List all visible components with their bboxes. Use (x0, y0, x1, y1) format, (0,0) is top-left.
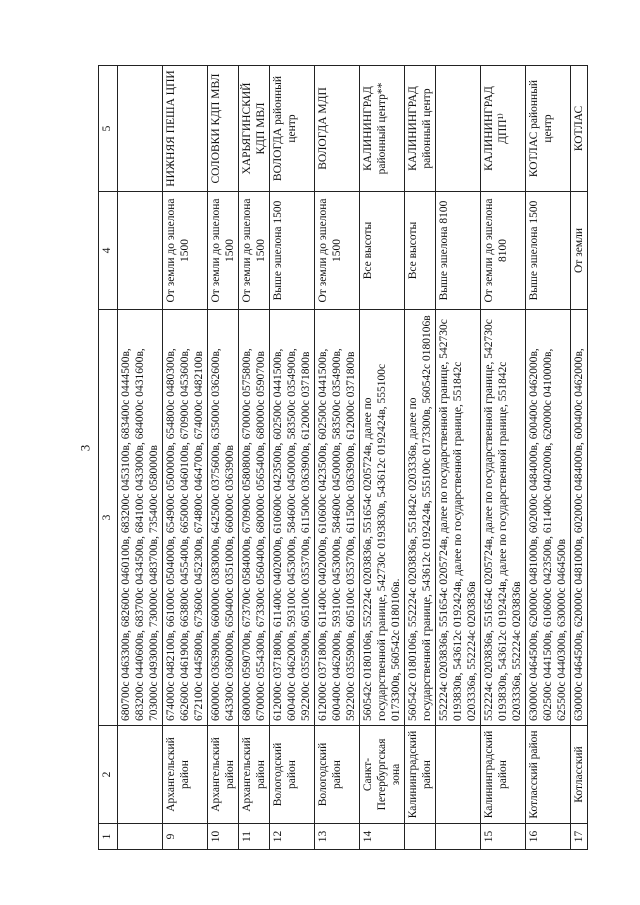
row-number: 11 (239, 824, 270, 850)
table-row (315, 66, 360, 850)
atc-unit: НИЖНЯЯ ПЕША ЦПИ (163, 66, 208, 192)
altitude-limits: От земли до эшелона 1500 (163, 192, 208, 310)
col-header-1: 1 (99, 824, 118, 850)
atc-unit: КОТЛАС (571, 66, 588, 192)
area-name (118, 726, 163, 824)
atc-unit: ХАРЬЯГИНСКИЙ КДП МВЛ (239, 66, 270, 192)
table-row (436, 66, 481, 850)
table-row (481, 66, 526, 850)
altitude-limits: От земли (571, 192, 588, 310)
table-row (208, 66, 239, 850)
row-number (405, 824, 436, 850)
table-row (360, 66, 405, 850)
row-number: 9 (163, 824, 208, 850)
boundary-coordinates: 680000с 0590700в, 673700с 0584000в, 670900с 0580800в, 670000с 0575800в, 670000с 0554300в, 673300с 0560400в, 680000с 0565400в, 680000с 0590700в (239, 310, 270, 726)
boundary-coordinates: 560542с 0180106в, 552224с 0203836в, 551654с 0205724в, далее по государственной границе, 542730с 0193830в, 543612с 0192424в, 555100с 0173300в, 560542с 0180106в. (360, 310, 405, 726)
boundary-coordinates: 630000с 0464500в, 620000с 0481000в, 602000с 0484000в, 600400с 0462000в, (571, 310, 588, 726)
col-header-3: 3 (99, 310, 118, 726)
area-name: Котласский район (526, 726, 571, 824)
area-name: Котласский (571, 726, 588, 824)
col-header-2: 2 (99, 726, 118, 824)
altitude-limits: От земли до эшелона 1500 (239, 192, 270, 310)
area-name: Архангельский район (163, 726, 208, 824)
area-name: Калининградский район (405, 726, 436, 824)
altitude-limits: Все высоты (405, 192, 436, 310)
atc-unit: ВОЛОГДА районный центр (270, 66, 315, 192)
area-name: Архангельский район (239, 726, 270, 824)
rotated-table-wrapper (98, 66, 585, 850)
boundary-coordinates: 660000с 0363900в, 660000с 0383000в, 642500с 0375600в, 635000с 0362600в, 643300с 0360000в, 650400с 0351000в, 660000с 0363900в (208, 310, 239, 726)
atc-unit: КАЛИНИНГРАД районный центр (405, 66, 436, 192)
row-number: 12 (270, 824, 315, 850)
row-number (118, 824, 163, 850)
area-name: Санкт-Петербургская зона (360, 726, 405, 824)
area-name: Архангельский район (208, 726, 239, 824)
altitude-limits (118, 192, 163, 310)
altitude-limits: От земли до эшелона 1500 (315, 192, 360, 310)
row-number: 17 (571, 824, 588, 850)
boundary-coordinates: 552224с 0203836в, 551654с 0205724в, далее по государственной границе, 542730с 0193830в, 543612с 0192424в, далее по государственной границе, 551842с 0203336в, 552224с 0203836в (436, 310, 481, 726)
table-row (163, 66, 208, 850)
col-header-5: 5 (99, 66, 118, 192)
airspace-table (98, 65, 588, 850)
atc-unit: КАЛИНИНГРАД ДПП¹⁾ (481, 66, 526, 192)
row-number: 16 (526, 824, 571, 850)
atc-unit (436, 66, 481, 192)
row-number: 15 (481, 824, 526, 850)
table-header-row (99, 66, 118, 850)
area-name: Калининградский район (481, 726, 526, 824)
atc-unit (118, 66, 163, 192)
table-row (270, 66, 315, 850)
altitude-limits: Выше эшелона 8100 (436, 192, 481, 310)
altitude-limits: От земли до эшелона 8100 (481, 192, 526, 310)
table-row (526, 66, 571, 850)
boundary-coordinates: 680700с 0463300в, 682600с 0460100в, 683200с 0453100в, 683400с 0444500в, 683200с 0440600в, 683700с 0434500в, 684100с 0433000в, 684000с 0431600в, 703000с 0493000в, 730000с 0483700в, 735400с 0580000в (118, 310, 163, 726)
boundary-coordinates: 552224с 0203836в, 551654с 0205724в, далее по государственной границе, 542730с 0193830в, 543612с 0192424в, далее по государственной границе, 551842с 0203336в, 552224с 0203836в (481, 310, 526, 726)
table-row (118, 66, 163, 850)
col-header-4: 4 (99, 192, 118, 310)
area-name (436, 726, 481, 824)
boundary-coordinates: 630000с 0464500в, 620000с 0481000в, 602000с 0484000в, 600400с 0462000в, 602500с 0441500в, 610600с 0423500в, 611400с 0402000в, 620000с 0410000в, 625500с 0440300в, 630000с 0464500в (526, 310, 571, 726)
row-number (436, 824, 481, 850)
atc-unit: СОЛОВКИ КДП МВЛ (208, 66, 239, 192)
altitude-limits: Выше эшелона 1500 (270, 192, 315, 310)
altitude-limits: Выше эшелона 1500 (526, 192, 571, 310)
atc-unit: КОТЛАС районный центр (526, 66, 571, 192)
boundary-coordinates: 612000с 0371800в, 611400с 0402000в, 610600с 0423500в, 602500с 0441500в, 600400с 0462000в, 593100с 0453000в, 584600с 0450000в, 583500с 0354900в, 592200с 0355900в, 605100с 0353700в, 611500с 0363900в, 612000с 0371800в (315, 310, 360, 726)
boundary-coordinates: 612000с 0371800в, 611400с 0402000в, 610600с 0423500в, 602500с 0441500в, 600400с 0462000в, 593100с 0453000в, 584600с 0450000в, 583500с 0354900в, 592200с 0355900в, 605100с 0353700в, 611500с 0363900в, 612000с 0371800в (270, 310, 315, 726)
altitude-limits: От земли до эшелона 1500 (208, 192, 239, 310)
atc-unit: КАЛИНИНГРАД районный центр** (360, 66, 405, 192)
area-name: Вологодский район (315, 726, 360, 824)
table-row (571, 66, 588, 850)
boundary-coordinates: 674000с 0482100в, 661000с 0504000в, 654900с 0500000в, 654800с 0480300в, 662600с 0461900в, 663800с 0455400в, 665000с 0460100в, 670900с 0453600в, 672100с 0445800в, 673600с 0452300в, 674800с 0464700в, 674000с 0482100в (163, 310, 208, 726)
area-name: Вологодский район (270, 726, 315, 824)
row-number: 10 (208, 824, 239, 850)
atc-unit: ВОЛОГДА МДП (315, 66, 360, 192)
row-number: 14 (360, 824, 405, 850)
altitude-limits: Все высоты (360, 192, 405, 310)
page-number: 3 (77, 444, 93, 452)
boundary-coordinates: 560542с 0180106в, 552224с 0203836в, 551842с 0203336в, далее по государственной границе, 543612с 0192424в, 555100с 0173300в, 560542с 0180106в (405, 310, 436, 726)
table-row (405, 66, 436, 850)
row-number: 13 (315, 824, 360, 850)
table-row (239, 66, 270, 850)
